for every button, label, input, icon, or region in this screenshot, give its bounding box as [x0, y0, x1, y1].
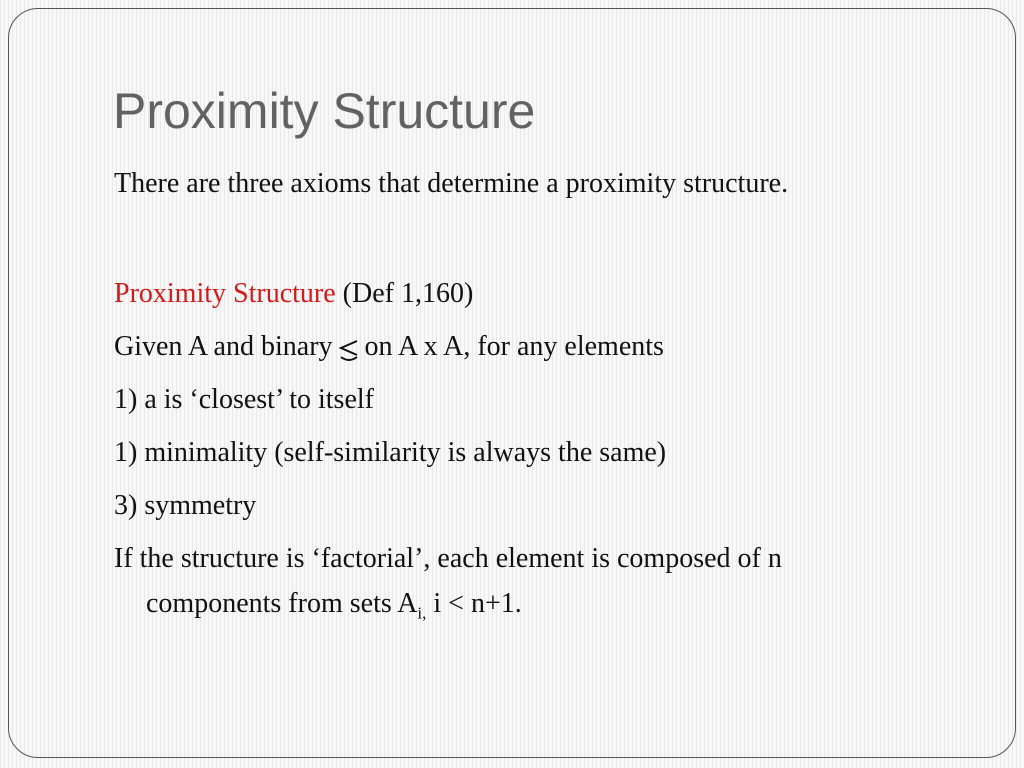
- factorial-line-2: [146, 588, 522, 623]
- factorial-text-after: i < n+1.: [433, 588, 522, 619]
- definition-line: [114, 280, 473, 308]
- definition-term: Proximity Structure: [114, 278, 336, 309]
- axiom-item-3: 3) symmetry: [114, 490, 257, 521]
- factorial-subscript: i,: [417, 603, 427, 623]
- slide-title: Proximity Structure: [113, 83, 536, 139]
- given-line: [114, 333, 664, 363]
- precedes-or-equivalent-icon: [335, 335, 363, 363]
- definition-reference: (Def 1,160): [342, 278, 474, 309]
- given-text-before: Given A and binary: [114, 331, 333, 362]
- intro-text: There are three axioms that determine a proximity structure.: [114, 168, 789, 199]
- axiom-item-2: 1) minimality (self-similarity is always the same): [114, 437, 667, 468]
- given-text-after: on A x A, for any elements: [364, 331, 664, 362]
- factorial-line-1: If the structure is ‘factorial’, each element is composed of n: [114, 543, 782, 574]
- factorial-text-before: components from sets A: [146, 588, 418, 619]
- axiom-item-1: 1) a is ‘closest’ to itself: [114, 384, 374, 415]
